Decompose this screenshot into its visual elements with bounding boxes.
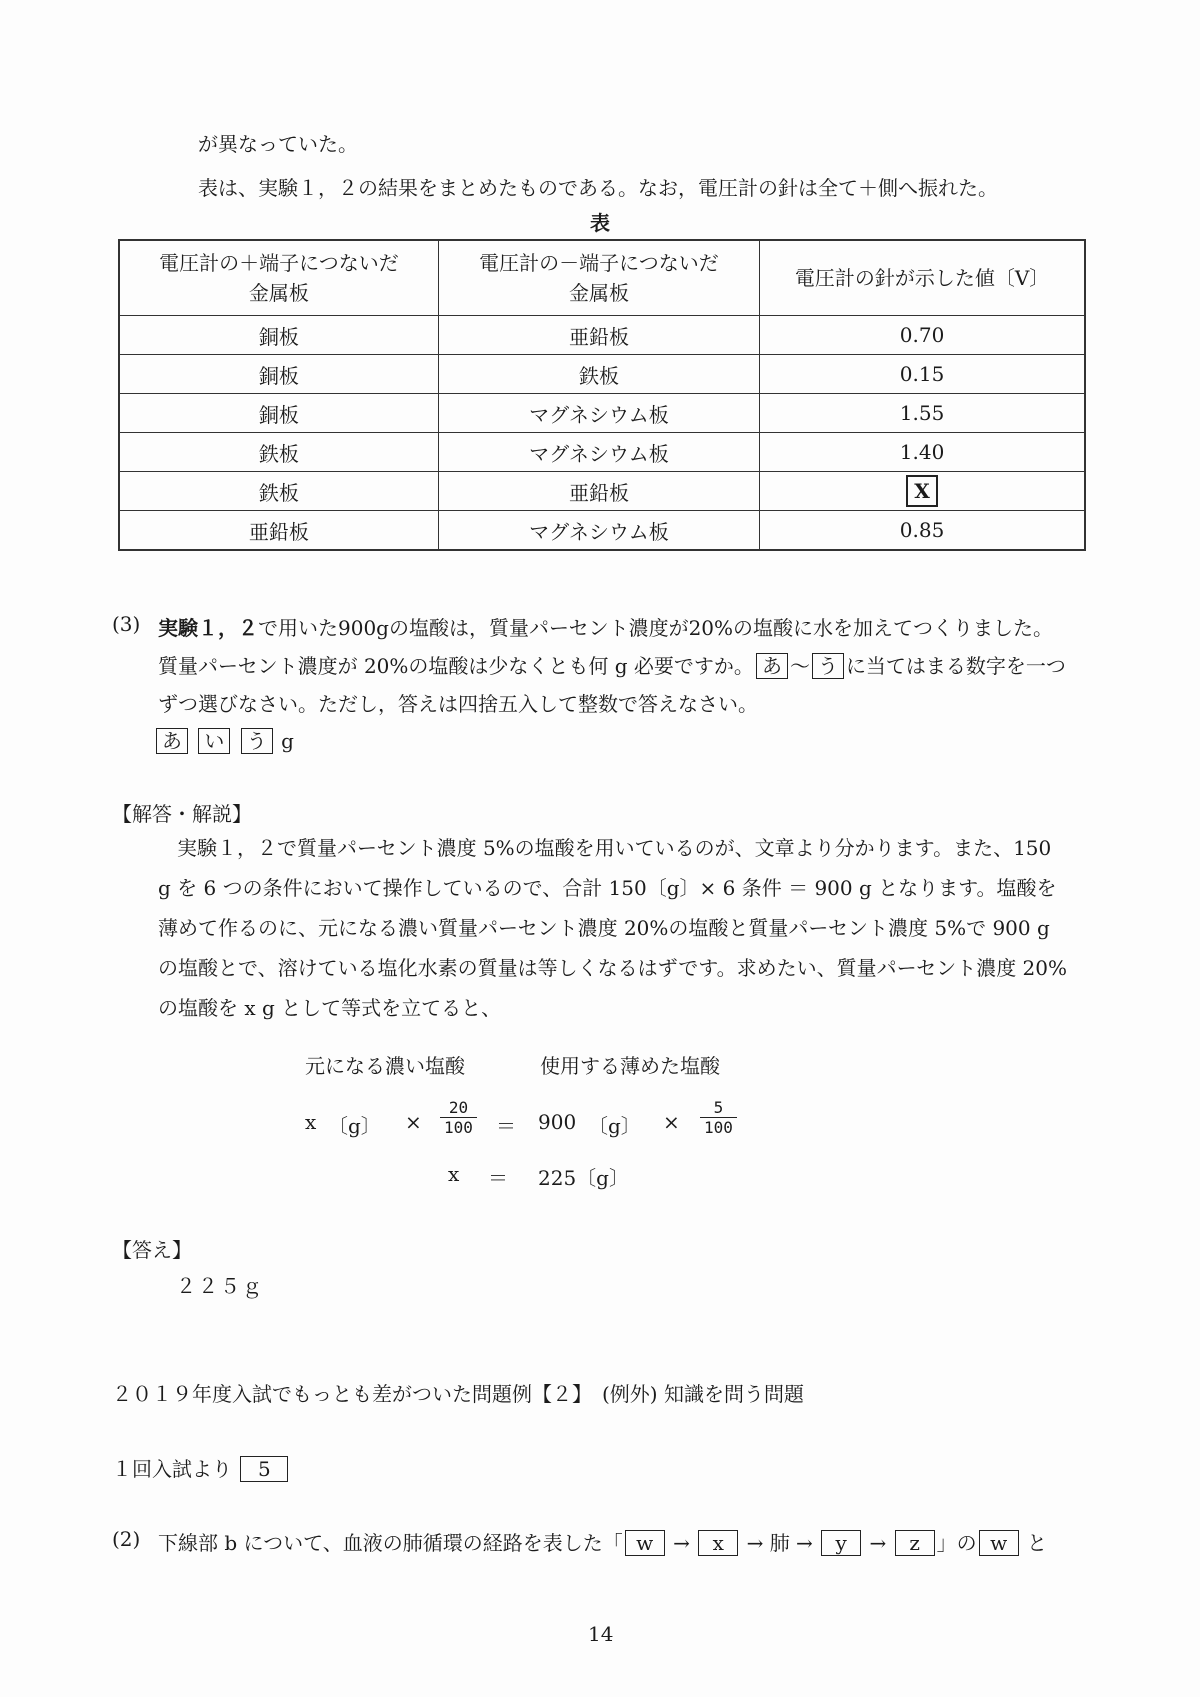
cell-value: 0.15	[760, 355, 1085, 394]
answer-heading: 【答え】	[112, 1238, 192, 1262]
equation-900: 900	[538, 1110, 577, 1134]
blank-box-w: w	[625, 1530, 665, 1556]
answer-value: ２２５ｇ	[176, 1274, 264, 1298]
equation-label-left: 元になる濃い塩酸	[305, 1054, 465, 1078]
page-number: 14	[588, 1622, 614, 1646]
cell-minus: マグネシウム板	[438, 433, 759, 472]
equation-label-right: 使用する薄めた塩酸	[540, 1054, 720, 1078]
question-number-box: 5	[240, 1456, 288, 1482]
cell-plus: 亜鉛板	[119, 511, 438, 551]
result-equals: ＝	[488, 1166, 508, 1190]
intro-line-1: が異なっていた。	[198, 132, 358, 156]
explanation-line: g を 6 つの条件において操作しているので、合計 150〔g〕× 6 条件 ＝ 900 g となります。塩酸を	[158, 876, 1057, 900]
cell-minus: マグネシウム板	[438, 511, 759, 551]
intro-text: 表は、実験１，２の結果をまとめたものである。なお，電圧計の針は全て＋側へ振れた。	[198, 176, 998, 200]
table-row	[119, 355, 1085, 394]
question2-number: (2)	[112, 1527, 141, 1551]
blank-box-z: z	[895, 1530, 935, 1556]
table-row	[119, 433, 1085, 472]
cell-value	[760, 472, 1085, 511]
blank-box-y: y	[821, 1530, 861, 1556]
result-table	[118, 239, 1086, 551]
equation-times: ×	[663, 1110, 680, 1134]
table-row	[119, 511, 1085, 551]
table-row	[119, 472, 1085, 511]
question3-bold: 実験１，２	[158, 616, 258, 640]
question3-line1	[158, 612, 1053, 641]
header-plus: 電圧計の＋端子につないだ 金属板	[119, 240, 438, 316]
cell-plus: 銅板	[119, 355, 438, 394]
table-row	[119, 394, 1085, 433]
answer-unit: g	[281, 729, 294, 753]
intro-line-2	[198, 172, 998, 201]
cell-value: 0.70	[760, 316, 1085, 355]
equation-x: x	[305, 1110, 317, 1134]
cell-plus: 銅板	[119, 394, 438, 433]
cell-value: 1.40	[760, 433, 1085, 472]
answer-box-i: い	[198, 728, 230, 754]
section2-title: ２０１９年度入試でもっとも差がついた問題例【２】 (例外) 知識を問う問題	[112, 1382, 804, 1406]
blank-box-w2: w	[979, 1530, 1019, 1556]
section2-source: １回入試より 5	[112, 1453, 290, 1482]
cell-plus: 銅板	[119, 316, 438, 355]
cell-minus: 亜鉛板	[438, 472, 759, 511]
question2-text: 下線部 b について、血液の肺循環の経路を表した「 w → x → 肺 → y → z 」の w と	[158, 1531, 1048, 1555]
question3-number: (3)	[112, 612, 141, 636]
question3-answer-boxes	[154, 728, 294, 754]
cell-value: 0.85	[760, 511, 1085, 551]
blank-box-x: x	[698, 1530, 738, 1556]
cell-minus: マグネシウム板	[438, 394, 759, 433]
answer-box-u: う	[241, 728, 273, 754]
table-header-row	[119, 240, 1085, 316]
explanation-line: 薄めて作るのに、元になる濃い質量パーセント濃度 20%の塩酸と質量パーセント濃度 5%で 900 g	[158, 916, 1050, 940]
result-value: 225〔g〕	[538, 1166, 629, 1190]
answer-box-a: あ	[756, 653, 788, 679]
equation-unit-g: 〔g〕	[588, 1114, 641, 1138]
equation-times: ×	[405, 1110, 422, 1134]
header-value: 電圧計の針が示した値〔V〕	[760, 240, 1085, 316]
cell-minus: 鉄板	[438, 355, 759, 394]
cell-minus: 亜鉛板	[438, 316, 759, 355]
answer-box-a: あ	[156, 728, 188, 754]
explanation-line: 実験１，２で質量パーセント濃度 5%の塩酸を用いているのが、文章より分かります。また、150	[177, 836, 1052, 860]
table-row	[119, 316, 1085, 355]
explanation-line: の塩酸とで、溶けている塩化水素の質量は等しくなるはずです。求めたい、質量パーセント濃度 20%	[158, 956, 1068, 980]
answer-box-u: う	[812, 653, 844, 679]
explanation-line: の塩酸を x g として等式を立てると、	[158, 996, 502, 1020]
explanation-heading: 【解答・解説】	[112, 802, 252, 826]
question3-line1-text: で用いた900gの塩酸は，質量パーセント濃度が20%の塩酸に水を加えてつくりました。	[258, 616, 1054, 640]
question3-line3: ずつ選びなさい。ただし，答えは四捨五入して整数で答えなさい。	[158, 692, 758, 716]
table-title: 表	[590, 211, 610, 235]
header-minus: 電圧計の－端子につないだ 金属板	[438, 240, 759, 316]
x-answer-box: X	[906, 475, 938, 507]
fraction-20-100: $\frac{20}{100}$	[440, 1098, 477, 1137]
result-x: x	[448, 1162, 460, 1186]
cell-plus: 鉄板	[119, 472, 438, 511]
question3-line2: 質量パーセント濃度が 20%の塩酸は少なくとも何 g 必要ですか。 あ ～ う に当てはまる数字を一つ	[158, 654, 1066, 678]
cell-plus: 鉄板	[119, 433, 438, 472]
fraction-5-100: $\frac{5}{100}$	[700, 1098, 737, 1137]
equation-unit-g: 〔g〕	[328, 1114, 381, 1138]
equation-equals: ＝	[496, 1114, 516, 1138]
cell-value: 1.55	[760, 394, 1085, 433]
